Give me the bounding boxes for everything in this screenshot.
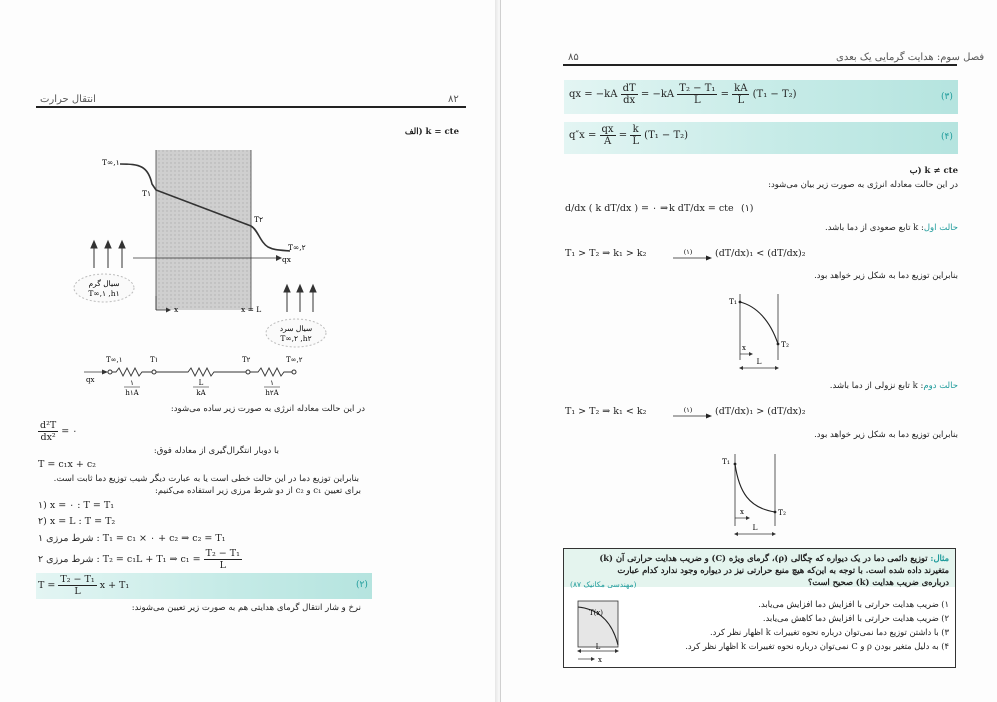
eq2 <box>38 574 129 597</box>
eq4-number: (۴) <box>941 132 953 142</box>
eq-k-variable-number: (۱) <box>741 203 754 214</box>
plane-wall-figure <box>78 150 378 360</box>
eq2-lhs: T = <box>38 580 56 591</box>
case2-eq: T₁ > T₂ ⇒ k₁ < k₂ <box>565 406 647 417</box>
example-option-1[interactable]: ۱) ضریب هدایت حرارتی با افزایش دما افزایش می‌یابد. <box>758 599 949 609</box>
t-inf1-label: T∞,۱ <box>102 158 120 167</box>
eq3 <box>569 83 797 106</box>
eq2-rhs: x + T₁ <box>99 580 130 591</box>
t-inf2-label: T∞,۲ <box>288 243 306 252</box>
eq-d2T-den: dx² <box>40 432 56 443</box>
cold-fluid-title: سیال سرد <box>279 324 313 333</box>
eq3-f3-num: kA <box>734 83 748 94</box>
example-line2: متغیرند داده شده است. با توجه به این‌که هیچ منبع حرارتی نیز در دیواره وجود ندارد کدام عبارت <box>617 565 949 575</box>
eq3-number: (۳) <box>941 92 953 102</box>
eq-d2T-num: d²T <box>40 420 57 431</box>
running-title: انتقال حرارت <box>40 94 96 105</box>
hot-fluid-params: T∞,۱ ,h۱ <box>88 289 120 298</box>
r1-den: h۱A <box>125 389 139 397</box>
eq3-eq: = <box>720 89 729 100</box>
case-a-heading: k = cte (الف <box>404 127 459 137</box>
case1-dist: بنابراین توزیع دما به شکل زیر خواهد بود. <box>814 271 958 281</box>
eq3-f2-num: T₂ − T₁ <box>679 83 716 94</box>
example-option-3[interactable]: ۳) با داشتن توزیع دما نمی‌توان درباره نحوه تغییرات k اظهار نظر کرد. <box>709 627 949 637</box>
eq3-rhs: (T₁ − T₂) <box>752 89 797 100</box>
text-linear-1: بنابراین توزیع دما در این حالت خطی است یا به عبارت دیگر شیب توزیع دما ثابت است. <box>53 474 359 484</box>
case1-text: : k تابع صعودی از دما باشد. <box>825 223 924 233</box>
case2-arrow-label: (۱) <box>683 406 693 414</box>
bc2-frac-num: T₂ − T₁ <box>205 548 240 559</box>
case2-label: حالت دوم <box>923 381 958 391</box>
cold-fluid-arrows <box>284 285 316 312</box>
bc2-apply <box>38 548 242 571</box>
example-line3: درباره‌ی ضریب هدایت (k) صحیح است؟ <box>807 577 949 587</box>
eq3-f2-den: L <box>694 95 701 106</box>
example-option-2[interactable]: ۲) ضریب هدایت حرارتی با افزایش دما کاهش می‌یابد. <box>762 613 949 623</box>
r2-den: kA <box>196 389 206 397</box>
eq-second-derivative <box>38 420 77 443</box>
header-rule <box>563 64 957 66</box>
left-page <box>0 0 498 702</box>
case2-arrow <box>673 406 713 420</box>
r2-num: L <box>198 379 204 387</box>
resistor-conv-hot <box>112 368 152 376</box>
example-L-label: L <box>595 643 601 651</box>
case1-L: L <box>756 357 762 366</box>
case2-t1: T₁ <box>722 457 731 466</box>
page-number: ۸۲ <box>448 94 459 105</box>
case1-arrow <box>673 248 713 262</box>
eq4 <box>569 124 688 147</box>
case2-L: L <box>752 523 758 532</box>
case2-t2: T₂ <box>778 508 787 517</box>
eq-d2T-rhs: = ۰ <box>61 426 78 437</box>
bc1-apply: شرط مرزی ۱ : T₁ = c₁ × ۰ + c₂ ⇒ c₂ = T₁ <box>38 533 226 544</box>
t2-label: T۲ <box>254 215 264 224</box>
eq4-f1-num: qx <box>601 124 614 135</box>
case2-x: x <box>740 508 744 516</box>
eq3-lhs: qx = −kA <box>569 89 618 100</box>
qx-label: qx <box>282 255 292 264</box>
example-figure <box>572 597 632 665</box>
case1-x: x <box>742 344 746 352</box>
thermal-circuit <box>80 352 330 402</box>
text-heat-rate: نرخ و شار انتقال گرمای هدایتی هم به صورت زیر تعیین می‌شوند: <box>131 603 361 613</box>
r3-den: h۲A <box>265 389 279 397</box>
eq2-number: (۲) <box>356 580 368 590</box>
eq-k-variable-rhs: k dT/dx = cte <box>669 203 734 214</box>
eq2-num: T₂ − T₁ <box>60 574 95 585</box>
example-line1 <box>599 553 949 564</box>
case1-profile-plot <box>726 292 806 378</box>
eq4-rhs: (T₁ − T₂) <box>644 130 689 141</box>
bc1: ۱) x = ۰ : T = T₁ <box>38 500 115 511</box>
bc2-apply-lhs: شرط مرزی ۲ : T₂ = c₁L + T₁ ⇒ c₁ = <box>38 554 201 565</box>
case-b-heading: k ≠ cte (ب <box>909 166 958 176</box>
r3-num: ۱ <box>270 379 274 387</box>
text-linear-2: برای تعیین c₁ و c₂ از دو شرط مرزی زیر استفاده می‌کنیم: <box>154 486 361 496</box>
case1-t1: T₁ <box>729 297 738 306</box>
page-number: ۸۵ <box>568 52 579 63</box>
case2-dist: بنابراین توزیع دما به شکل زیر خواهد بود. <box>814 430 958 440</box>
eq3-f1-num: dT <box>622 83 636 94</box>
node-t1: T۱ <box>150 356 159 364</box>
hot-fluid-title: سیال گرم <box>88 279 120 288</box>
case1-result: (dT/dx)₁ < (dT/dx)₂ <box>715 248 806 259</box>
eq4-lhs: q″x = <box>569 130 597 141</box>
eq2-den: L <box>74 586 81 597</box>
eq3-f3-den: L <box>737 95 745 106</box>
wall-shading <box>156 150 251 310</box>
example-source: (مهندسی مکانیک ۸۷) <box>570 580 637 589</box>
case1-curve <box>740 302 778 344</box>
case2-profile-plot <box>719 452 799 542</box>
running-title: فصل سوم: هدایت گرمایی یک بعدی <box>836 52 985 63</box>
resistor-conduction <box>156 368 246 376</box>
eq4-f2-den: L <box>632 136 639 147</box>
r1-num: ۱ <box>130 379 134 387</box>
text-heat-eq: در این حالت معادله انرژی به صورت زیر ساده می‌شود: <box>170 404 365 414</box>
example-box <box>563 548 956 668</box>
case1-arrow-label: (۱) <box>683 248 693 256</box>
text-case-b: در این حالت معادله انرژی به صورت زیر بیان می‌شود: <box>768 180 958 190</box>
eq3-f1-den: dx <box>623 95 636 106</box>
eq4-f2-num: k <box>630 124 641 136</box>
case1-label: حالت اول <box>923 223 958 233</box>
hot-fluid-arrows <box>91 241 125 268</box>
case2-line <box>830 381 958 392</box>
node-t-inf2: T∞,۲ <box>286 356 303 364</box>
case1-eq: T₁ > T₂ ⇒ k₁ > k₂ <box>565 248 647 259</box>
eq4-eq: = <box>618 130 628 141</box>
node-t-inf1: T∞,۱ <box>106 356 123 364</box>
case1-t2: T₂ <box>781 340 790 349</box>
case2-result: (dT/dx)₁ > (dT/dx)₂ <box>715 406 806 417</box>
example-x-label: x <box>598 656 602 664</box>
resistor-conv-cold <box>250 368 292 376</box>
x-eq-L-label: x = L <box>241 305 262 314</box>
case1-line <box>825 223 958 234</box>
x-axis-label: x <box>174 305 179 314</box>
text-integrate: با دوبار انتگرال‌گیری از معادله فوق: <box>153 446 279 456</box>
bc2: ۲) x = L : T = T₂ <box>38 516 116 527</box>
bc2-frac-den: L <box>219 560 226 571</box>
header-rule <box>36 106 466 108</box>
cold-fluid-params: T∞,۲ ,h۲ <box>280 334 312 343</box>
t1-label: T۱ <box>142 189 152 198</box>
case2-text: : k تابع نزولی از دما باشد. <box>829 381 924 391</box>
eq-k-variable-lhs: d/dx ( k dT/dx ) = ۰ ⇒ <box>565 203 669 214</box>
example-line1-text: توزیع دائمی دما در یک دیواره که چگالی (ρ)، گرمای ویژه (C) و ضریب هدایت حرارتی آن (k) <box>599 553 928 563</box>
eq-linear: T = c₁x + c₂ <box>38 459 96 470</box>
node-t2: T۲ <box>242 356 251 364</box>
eq4-f1-den: A <box>603 136 612 147</box>
example-label: مثال: <box>930 553 949 563</box>
example-tx-label: T(x) <box>588 609 604 617</box>
circuit-qx: qx <box>86 376 95 384</box>
case2-curve <box>735 464 775 512</box>
example-option-4[interactable]: ۴) به دلیل متغیر بودن ρ و C نمی‌توان درباره نحوه تغییرات k اظهار نظر کرد. <box>685 641 949 651</box>
eq3-mid: = −kA <box>640 89 675 100</box>
